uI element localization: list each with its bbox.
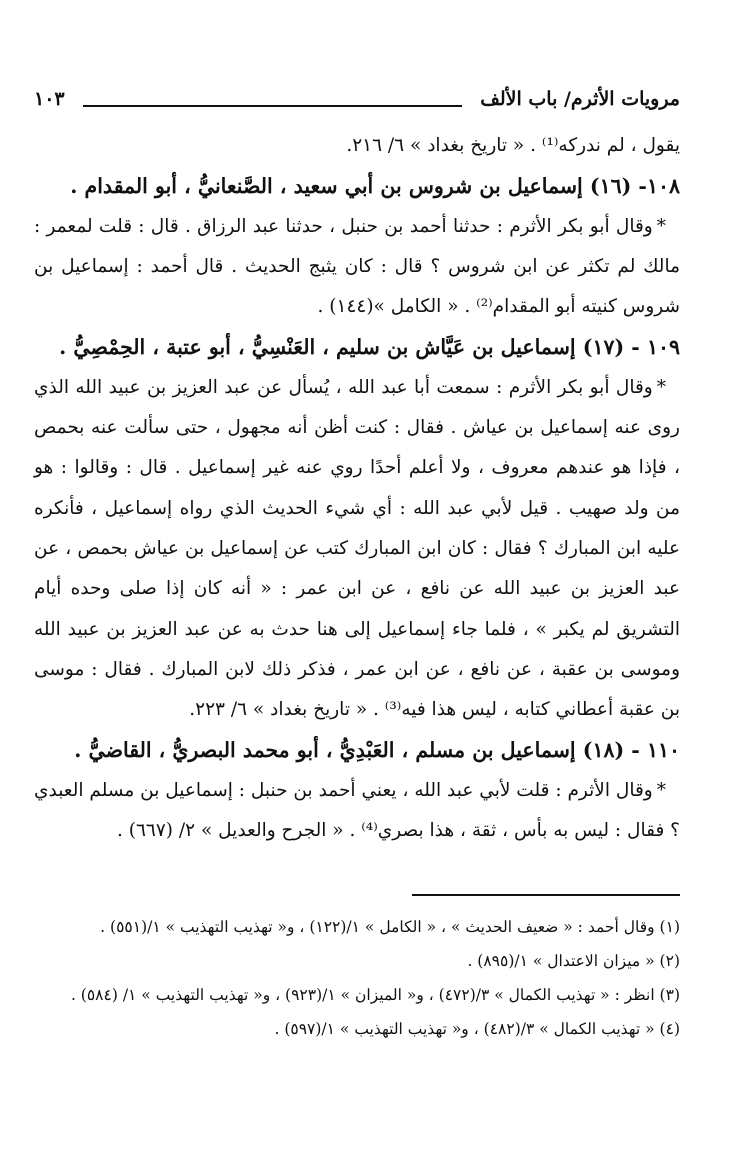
- entry-heading-108: ١٠٨- (١٦) إسماعيل بن شروس بن أبي سعيد ، الصَّنعانيُّ ، أبو المقدام .: [70, 174, 680, 199]
- asterisk-marker: *: [656, 376, 666, 398]
- continuation-paragraph: يقول ، لم ندركه⁽¹⁾ . « تاريخ بغداد » ٦/ ٢١٦.: [346, 135, 680, 156]
- footnote-separator: [412, 894, 680, 896]
- footnote-1: (١) وقال أحمد : « ضعيف الحديث » ، « الكامل » ١/(١٢٢) ، و« تهذيب التهذيب » ١/(٥٥١) .: [100, 918, 680, 936]
- footnotes: [34, 910, 680, 1046]
- asterisk-marker: *: [656, 215, 666, 237]
- entry-body-108: وقال أبو بكر الأثرم : حدثنا أحمد بن حنبل ، حدثنا عبد الرزاق . قال : قلت لمعمر : مالك لم تكثر عن ابن شروس ؟ قال : كان يثبج الحديث . قال أحمد : إسماعيل بن شروس كنيته أبو المقدام⁽²⁾ . « الكامل »(١٤٤) .: [34, 215, 680, 318]
- footnote-2: (٢) « ميزان الاعتدال » ١/(٨٩٥) .: [467, 952, 680, 970]
- header-rule: [83, 91, 463, 107]
- footnote-3: (٣) انظر : « تهذيب الكمال » ٣/(٤٧٢) ، و« الميزان » ١/(٩٢٣) ، و« تهذيب التهذيب » ١/ (٥٨٤) .: [70, 986, 680, 1004]
- asterisk-marker: *: [656, 779, 666, 801]
- entry-body-110: وقال الأثرم : قلت لأبي عبد الله ، يعني أحمد بن حنبل : إسماعيل بن مسلم العبدي ؟ فقال : ليس به بأس ، ثقة ، هذا بصري⁽⁴⁾ . « الجرح والعديل » ٢/ (٦٦٧) .: [34, 779, 680, 842]
- main-text: [34, 126, 680, 851]
- page-number: ١٠٣: [34, 88, 65, 110]
- entry-text-110: [34, 771, 680, 852]
- entry-heading-110: ١١٠ - (١٨) إسماعيل بن مسلم ، العَبْدِيُّ ، أبو محمد البصريُّ ، القاضيُّ .: [74, 738, 680, 763]
- entry-heading-109: ١٠٩ - (١٧) إسماعيل بن عَيَّاش بن سليم ، العَنْسِيُّ ، أبو عتبة ، الحِمْصِيُّ .: [59, 335, 680, 360]
- running-title: مرويات الأثرم/ باب الألف: [480, 88, 680, 110]
- entry-body-109: وقال أبو بكر الأثرم : سمعت أبا عبد الله ، يُسأل عن عبد العزيز بن عبيد الله الذي روى عنه إسماعيل بن عياش . فقال : كنت أظن أنه مجهول ، حتى سألت عنه بحمص ، فإذا هو عندهم معروف ، ولا أعلم أحدًا روي عنه غير إسماعيل . قال : وقالوا : هو من ولد صهيب . قيل لأبي عبد الله : أي شيء الحديث الذي رواه إسماعيل ، فأنكره عليه ابن المبارك ؟ فقال : كان ابن المبارك كتب عن إسماعيل بن عياش بحمص ، عن عبد العزيز بن عبيد الله عن نافع ، عن ابن عمر : « أنه كان إذا صلى وحده أيام التشريق لم يكبر » ، فلما جاء إسماعيل إلى هنا حدث به عن عبد العزيز بن عبيد الله وموسى بن عقبة ، عن نافع ، عن ابن عمر ، فذكر ذلك لابن المبارك . فقال : موسى بن عقبة أعطاني كتابه ، ليس هذا فيه⁽³⁾ . « تاريخ بغداد » ٦/ ٢٢٣.: [34, 376, 680, 721]
- entry-text-108: [34, 207, 680, 328]
- entry-text-109: [34, 368, 680, 731]
- running-head: [34, 84, 680, 114]
- footnote-4: (٤) « تهذيب الكمال » ٣/(٤٨٢) ، و« تهذيب التهذيب » ١/(٥٩٧) .: [274, 1020, 680, 1038]
